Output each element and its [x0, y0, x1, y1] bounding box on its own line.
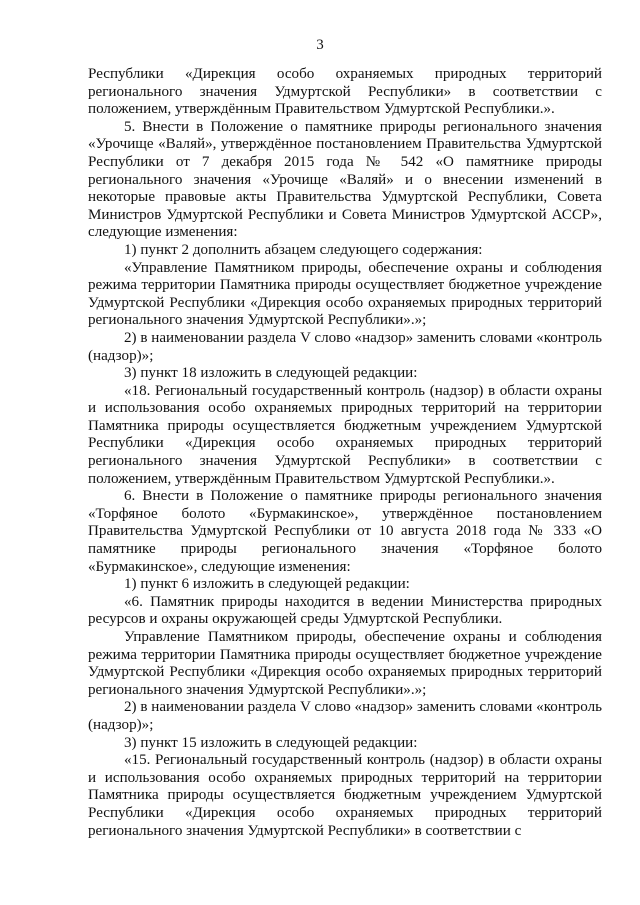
paragraph-subitem-1: 1) пункт 2 дополнить абзацем следующего содержания:	[124, 241, 483, 258]
paragraph-continuation: Республики «Дирекция особо охраняемых природных территорий регионального значения Удмуртской Республики» в соответствии с положением, утверждённым Правительством Удмуртской Республики.».	[88, 66, 602, 118]
paragraph-item-6: 6. Внести в Положение о памятнике природы регионального значения «Торфяное болото «Бурмакинское», утверждённое постановлением Правительства Удмуртской Республики от 10 августа 2018 года № 333 «О памятнике природы регионального значения «Торфяное болото «Бурмакинское», следующие изменения:	[88, 488, 602, 575]
paragraph-quote-item-15: «15. Региональный государственный контроль (надзор) в области охраны и использования особо охраняемых природных территорий на территории Памятника природы осуществляется бюджетным учреждением Удмуртской Республики «Дирекция особо охраняемых природных территорий регионального значения Удмуртской Республики» в соответствии с	[88, 752, 602, 839]
document-body	[88, 66, 602, 840]
paragraph-quote-item-18: «18. Региональный государственный контроль (надзор) в области охраны и использования особо охраняемых природных территорий на территории Памятника природы осуществляется бюджетным учреждением Удмуртской Республики «Дирекция особо охраняемых природных территорий регионального значения Удмуртской Республики» в соответствии с положением, утверждённым Правительством Удмуртской Республики.».	[88, 382, 602, 487]
paragraph-subitem-2: 2) в наименовании раздела V слово «надзор» заменить словами «контроль (надзор)»;	[88, 699, 602, 733]
paragraph-quote-item-6: «6. Памятник природы находится в ведении Министерства природных ресурсов и охраны окружающей среды Удмуртской Республики.	[88, 593, 602, 628]
paragraph-item-5: 5. Внести в Положение о памятнике природы регионального значения «Урочище «Валяй», утверждённое постановлением Правительства Удмуртской Республики от 7 декабря 2015 года № 542 «О памятнике природы регионального значения «Урочище «Валяй» и о внесении изменений в некоторые правовые акты Правительства Удмуртской Республики, Совета Министров Удмуртской Республики и Совета Министров Удмуртской АССР», следующие изменения:	[88, 118, 602, 241]
paragraph-subitem-3: 3) пункт 15 изложить в следующей редакции:	[124, 734, 418, 751]
page-number: 3	[316, 37, 324, 53]
paragraph-quote-management: «Управление Памятником природы, обеспечение охраны и соблюдения режима территории Памятника природы осуществляет бюджетное учреждение Удмуртской Республики «Дирекция особо охраняемых природных территорий регионального значения Удмуртской Республики».»;	[88, 259, 602, 329]
paragraph-subitem-3: 3) пункт 18 изложить в следующей редакции:	[124, 365, 418, 382]
paragraph-subitem-2: 2) в наименовании раздела V слово «надзор» заменить словами «контроль (надзор)»;	[88, 329, 602, 364]
paragraph-subitem-1: 1) пункт 6 изложить в следующей редакции:	[124, 576, 410, 593]
paragraph-quote-management: Управление Памятником природы, обеспечение охраны и соблюдения режима территории Памятника природы осуществляет бюджетное учреждение Удмуртской Республики «Дирекция особо охраняемых природных территорий регионального значения Удмуртской Республики».»;	[88, 629, 602, 698]
